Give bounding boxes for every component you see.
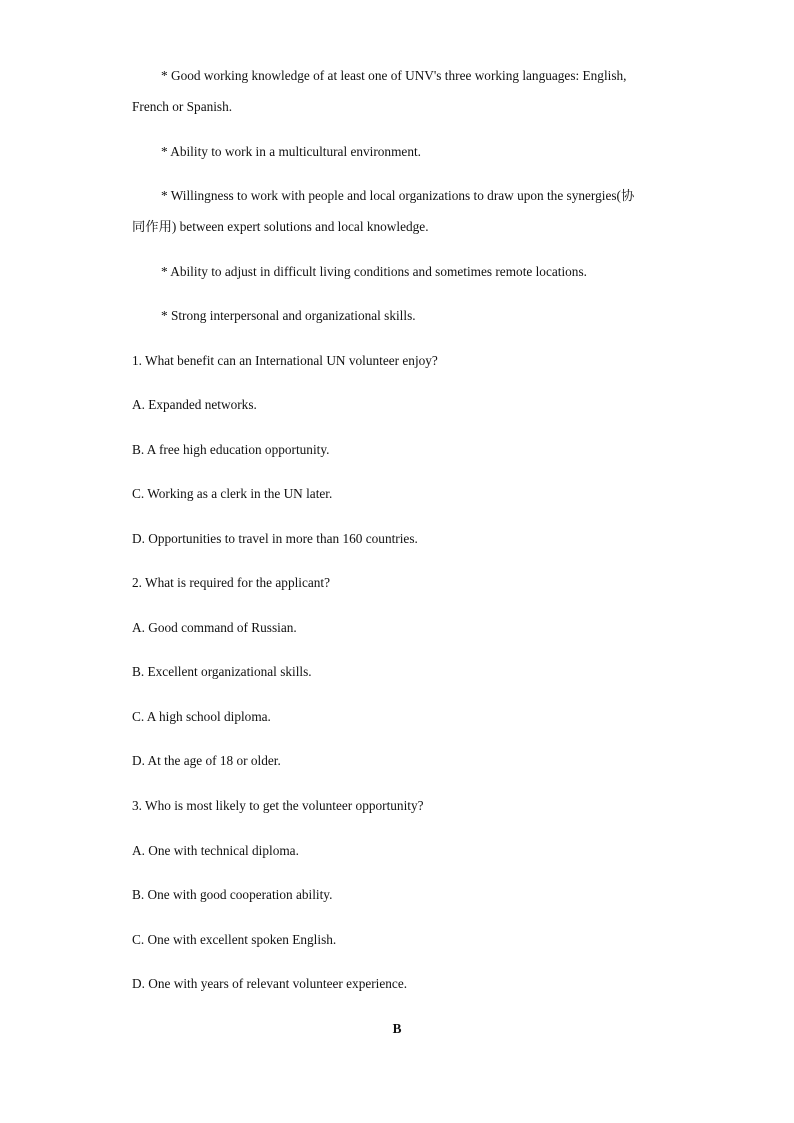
requirement-synergies: * Willingness to work with people and local organizations to draw upon the synergies(协 (161, 188, 635, 203)
requirement-skills: * Strong interpersonal and organizational skills. (161, 308, 416, 323)
question-1-option-b: B. A free high education opportunity. (132, 442, 330, 457)
question-3-option-a: A. One with technical diploma. (132, 843, 299, 858)
question-2-stem: 2. What is required for the applicant? (132, 575, 331, 590)
question-3-option-d: D. One with years of relevant volunteer experience. (132, 976, 408, 991)
question-1-stem: 1. What benefit can an International UN volunteer enjoy? (132, 353, 438, 368)
requirement-language: * Good working knowledge of at least one of UNV's three working languages: English, (161, 68, 627, 83)
question-1-option-c: C. Working as a clerk in the UN later. (132, 486, 333, 501)
question-1-option-d: D. Opportunities to travel in more than 160 countries. (132, 531, 418, 546)
question-3-option-c: C. One with excellent spoken English. (132, 932, 337, 947)
requirement-language-continued: French or Spanish. (132, 99, 233, 114)
question-3-stem: 3. Who is most likely to get the volunteer opportunity? (132, 798, 424, 813)
requirement-living-conditions: * Ability to adjust in difficult living conditions and sometimes remote locations. (161, 264, 587, 279)
requirement-synergies-continued: 同作用) between expert solutions and local knowledge. (132, 219, 429, 234)
section-heading-b: B (392, 1021, 402, 1036)
question-2-option-b: B. Excellent organizational skills. (132, 664, 312, 679)
question-2-option-c: C. A high school diploma. (132, 709, 271, 724)
question-2-option-d: D. At the age of 18 or older. (132, 753, 281, 768)
question-1-option-a: A. Expanded networks. (132, 397, 257, 412)
requirement-multicultural: * Ability to work in a multicultural environment. (161, 144, 421, 159)
question-3-option-b: B. One with good cooperation ability. (132, 887, 333, 902)
question-2-option-a: A. Good command of Russian. (132, 620, 297, 635)
